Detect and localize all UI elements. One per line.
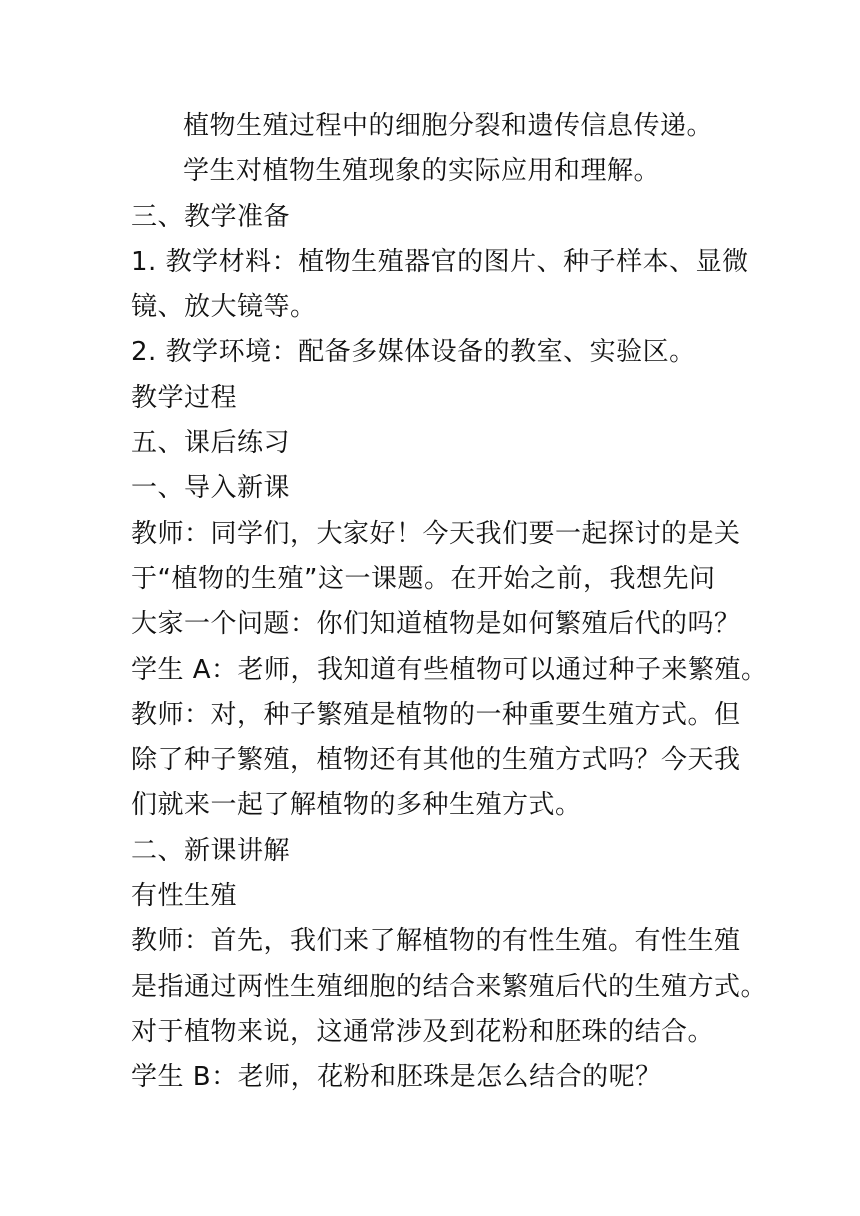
- dialogue-line: 教师：对，种子繁殖是植物的一种重要生殖方式。但: [131, 699, 741, 730]
- section-heading: 教学过程: [131, 382, 238, 413]
- dialogue-line: 对于植物来说，这通常涉及到花粉和胚珠的结合。: [131, 1016, 715, 1047]
- body-text-line: 镜、放大镜等。: [131, 292, 317, 323]
- body-text-line: 1. 教学材料：植物生殖器官的图片、种子样本、显微: [131, 246, 749, 277]
- section-heading: 二、新课讲解: [131, 835, 291, 866]
- dialogue-line: 学生 B：老师，花粉和胚珠是怎么结合的呢？: [131, 1062, 662, 1093]
- section-heading: 五、课后练习: [131, 428, 291, 459]
- dialogue-line: 们就来一起了解植物的多种生殖方式。: [131, 790, 582, 821]
- section-heading: 一、导入新课: [131, 473, 291, 504]
- subsection-heading: 有性生殖: [131, 881, 238, 912]
- dialogue-line: 是指通过两性生殖细胞的结合来繁殖后代的生殖方式。: [131, 971, 768, 1002]
- dialogue-line: 于“植物的生殖”这一课题。在开始之前，我想先问: [131, 563, 716, 594]
- dialogue-line: 教师：首先，我们来了解植物的有性生殖。有性生殖: [131, 926, 741, 957]
- dialogue-line: 教师：同学们，大家好！今天我们要一起探讨的是关: [131, 518, 741, 549]
- document-page: [131, 104, 768, 1101]
- dialogue-line: 除了种子繁殖，植物还有其他的生殖方式吗？今天我: [131, 745, 741, 776]
- body-text-line: 2. 教学环境：配备多媒体设备的教室、实验区。: [131, 337, 696, 368]
- body-text-line: 学生对植物生殖现象的实际应用和理解。: [183, 156, 661, 187]
- dialogue-line: 学生 A：老师，我知道有些植物可以通过种子来繁殖。: [131, 654, 768, 685]
- section-heading: 三、教学准备: [131, 201, 291, 232]
- dialogue-line: 大家一个问题：你们知道植物是如何繁殖后代的吗？: [131, 609, 741, 640]
- body-text-line: 植物生殖过程中的细胞分裂和遗传信息传递。: [183, 111, 714, 141]
